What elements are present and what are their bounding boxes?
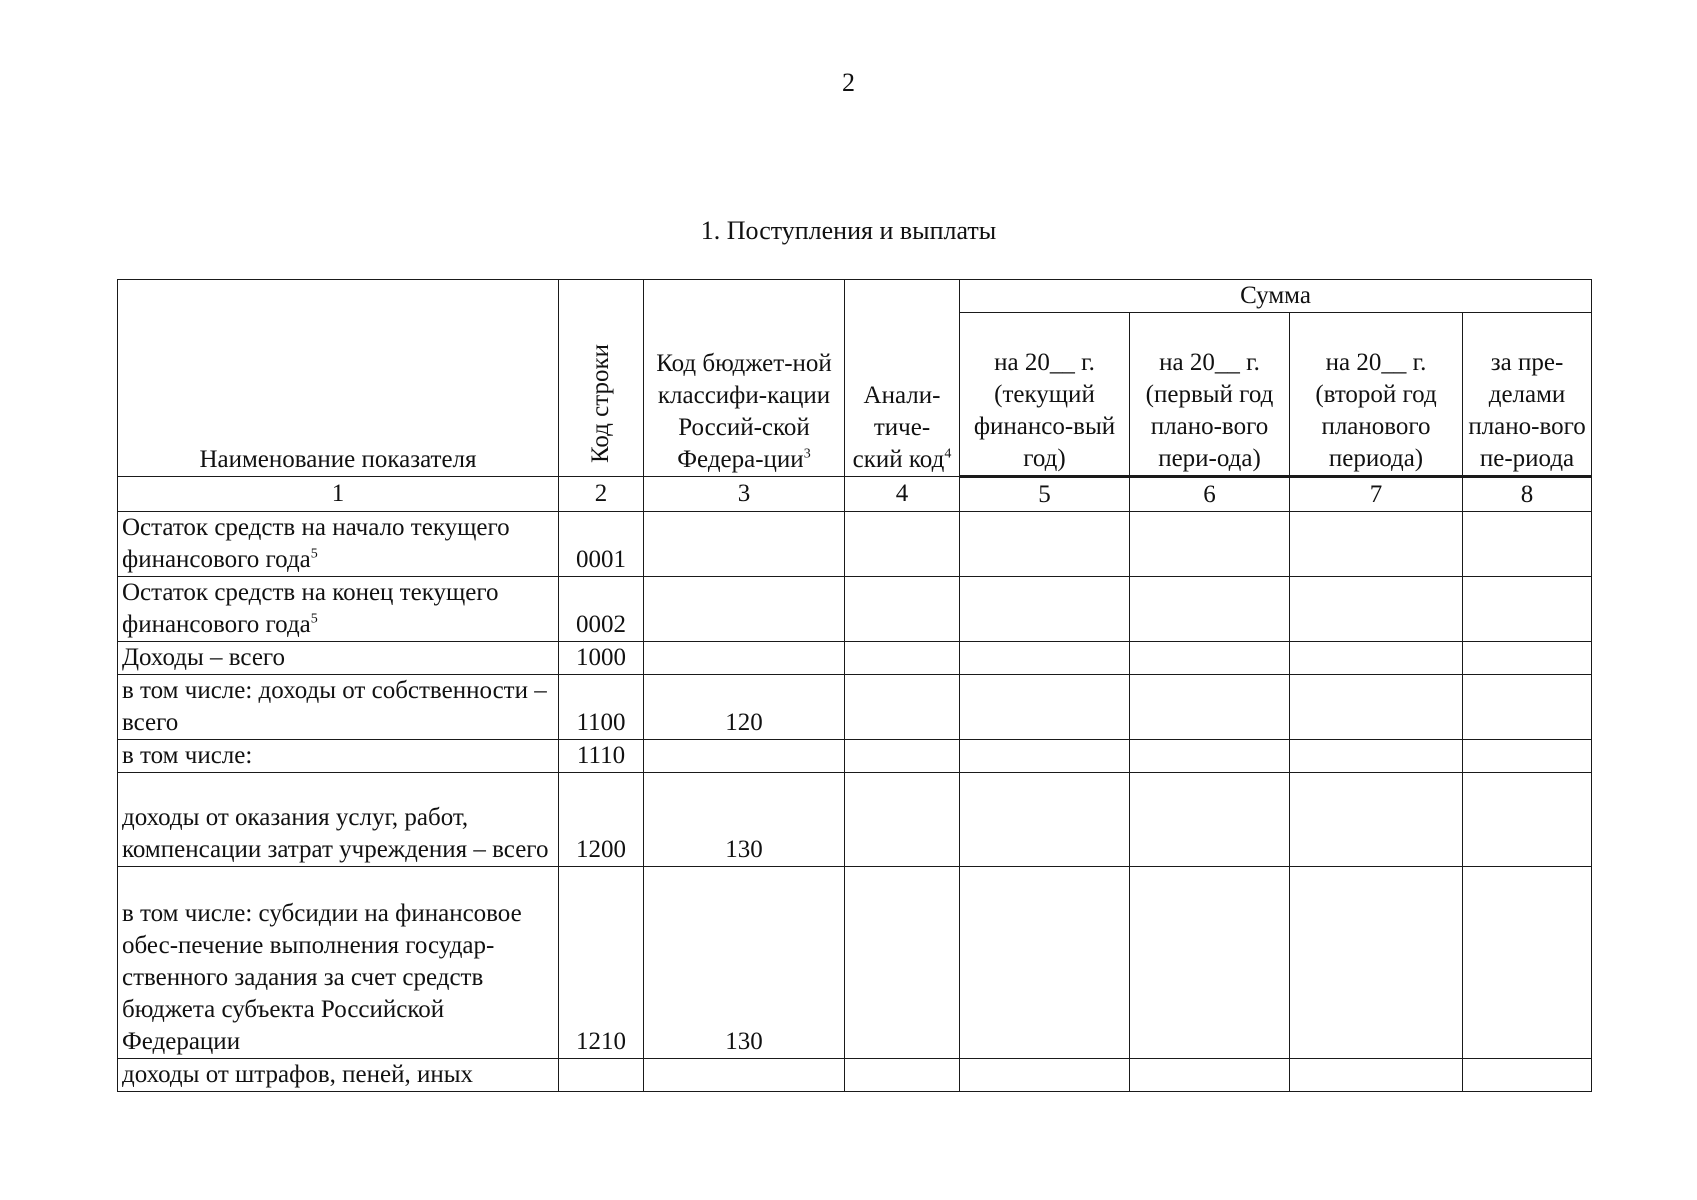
analytic-code-cell[interactable]: [845, 512, 960, 577]
sum-first-plan-year-cell[interactable]: [1130, 675, 1290, 740]
indicator-name-text: Остаток средств на конец текущего финансового года: [122, 579, 499, 638]
sum-second-plan-year-cell[interactable]: [1290, 512, 1463, 577]
sum-beyond-plan-cell[interactable]: [1463, 512, 1592, 577]
indicator-name: [118, 740, 559, 773]
row-code: 1200: [559, 773, 644, 867]
header-kbk-text: Код бюджет-ной классифи-кации Россий-ской Федера-ции: [656, 350, 832, 473]
sum-second-plan-year-cell[interactable]: [1290, 642, 1463, 675]
table-row: [118, 1059, 1592, 1092]
table-row: [118, 642, 1592, 675]
row-code: [559, 1059, 644, 1092]
column-number: 1: [118, 477, 559, 512]
sum-beyond-plan-cell[interactable]: [1463, 1059, 1592, 1092]
analytic-code-cell[interactable]: [845, 577, 960, 642]
sum-beyond-plan-cell[interactable]: [1463, 577, 1592, 642]
sum-first-plan-year-cell[interactable]: [1130, 577, 1290, 642]
sum-current-year-cell[interactable]: [960, 642, 1130, 675]
sum-current-year-cell[interactable]: [960, 773, 1130, 867]
header-sum: Сумма: [960, 280, 1592, 313]
sum-current-year-cell[interactable]: [960, 1059, 1130, 1092]
header-indicator-name: Наименование показателя: [118, 280, 559, 477]
sum-second-plan-year-cell[interactable]: [1290, 1059, 1463, 1092]
indicator-name: [118, 867, 559, 1059]
table-row: [118, 512, 1592, 577]
row-code: 0001: [559, 512, 644, 577]
sum-beyond-plan-cell[interactable]: [1463, 675, 1592, 740]
budget-classification-code: [644, 1059, 845, 1092]
analytic-code-cell[interactable]: [845, 675, 960, 740]
budget-classification-code: [644, 512, 845, 577]
budget-classification-code: 120: [644, 675, 845, 740]
header-row-code: [559, 280, 644, 477]
indicator-name: [118, 512, 559, 577]
indicator-name: [118, 642, 559, 675]
column-number: 7: [1290, 477, 1463, 512]
sum-first-plan-year-cell[interactable]: [1130, 512, 1290, 577]
analytic-code-cell[interactable]: [845, 642, 960, 675]
header-beyond-plan-period: за пре-делами плано-вого пе-риода: [1463, 313, 1592, 477]
sum-second-plan-year-cell[interactable]: [1290, 675, 1463, 740]
header-row-code-text: Код строки: [587, 343, 614, 463]
column-number-row: [118, 477, 1592, 512]
table-row: [118, 577, 1592, 642]
footnote-mark: 5: [310, 546, 318, 562]
indicator-name: [118, 773, 559, 867]
budget-classification-code: [644, 642, 845, 675]
indicator-name-text: Доходы – всего: [122, 644, 286, 671]
analytic-code-cell[interactable]: [845, 1059, 960, 1092]
budget-classification-code: 130: [644, 773, 845, 867]
sum-current-year-cell[interactable]: [960, 740, 1130, 773]
row-code: 1000: [559, 642, 644, 675]
row-code: 1210: [559, 867, 644, 1059]
sum-first-plan-year-cell[interactable]: [1130, 867, 1290, 1059]
header-first-plan-year: на 20__ г. (первый год плано-вого пери-ода): [1130, 313, 1290, 477]
page-number: 2: [842, 68, 855, 97]
row-code: 0002: [559, 577, 644, 642]
header-analytic-code: [845, 280, 960, 477]
sum-second-plan-year-cell[interactable]: [1290, 740, 1463, 773]
header-second-plan-year: на 20__ г. (второй год планового периода): [1290, 313, 1463, 477]
row-code: 1100: [559, 675, 644, 740]
row-code: 1110: [559, 740, 644, 773]
header-current-year: на 20__ г. (текущий финансо-вый год): [960, 313, 1130, 477]
sum-beyond-plan-cell[interactable]: [1463, 740, 1592, 773]
table-row: [118, 773, 1592, 867]
table-row: [118, 740, 1592, 773]
sum-current-year-cell[interactable]: [960, 867, 1130, 1059]
section-title: 1. Поступления и выплаты: [700, 216, 997, 245]
sum-current-year-cell[interactable]: [960, 675, 1130, 740]
indicator-name-text: Остаток средств на начало текущего финансового года: [122, 514, 510, 573]
header-analytic-footnote: 4: [944, 446, 952, 462]
header-kbk-footnote: 3: [803, 446, 811, 462]
column-number: 4: [845, 477, 960, 512]
analytic-code-cell[interactable]: [845, 740, 960, 773]
indicator-name-text: в том числе:: [122, 742, 253, 769]
table-row: [118, 867, 1592, 1059]
table-row: [118, 675, 1592, 740]
indicator-name-text: доходы от оказания услуг, работ, компенсации затрат учреждения – всего: [122, 804, 549, 863]
sum-beyond-plan-cell[interactable]: [1463, 773, 1592, 867]
budget-classification-code: [644, 577, 845, 642]
indicator-name: [118, 675, 559, 740]
analytic-code-cell[interactable]: [845, 867, 960, 1059]
sum-current-year-cell[interactable]: [960, 577, 1130, 642]
sum-first-plan-year-cell[interactable]: [1130, 740, 1290, 773]
budget-classification-code: 130: [644, 867, 845, 1059]
sum-beyond-plan-cell[interactable]: [1463, 642, 1592, 675]
indicator-name-text: в том числе: доходы от собственности – всего: [122, 677, 547, 736]
footnote-mark: 5: [310, 611, 318, 627]
header-budget-classification-code: [644, 280, 845, 477]
column-number: 6: [1130, 477, 1290, 512]
analytic-code-cell[interactable]: [845, 773, 960, 867]
column-number: 8: [1463, 477, 1592, 512]
indicator-name-text: доходы от штрафов, пеней, иных: [122, 1061, 474, 1088]
sum-first-plan-year-cell[interactable]: [1130, 773, 1290, 867]
sum-first-plan-year-cell[interactable]: [1130, 1059, 1290, 1092]
indicator-name-text: в том числе: субсидии на финансовое обес-печение выполнения государ-ственного задания за счет средств бюджета субъекта Российской Федерации: [122, 900, 522, 1055]
sum-second-plan-year-cell[interactable]: [1290, 773, 1463, 867]
sum-second-plan-year-cell[interactable]: [1290, 867, 1463, 1059]
indicator-name: [118, 577, 559, 642]
header-analytic-text: Анали-тиче-ский код: [852, 382, 945, 473]
budget-classification-code: [644, 740, 845, 773]
sum-first-plan-year-cell[interactable]: [1130, 642, 1290, 675]
column-number: 2: [559, 477, 644, 512]
column-number: 5: [960, 477, 1130, 512]
sum-current-year-cell[interactable]: [960, 512, 1130, 577]
indicator-name: [118, 1059, 559, 1092]
sum-beyond-plan-cell[interactable]: [1463, 867, 1592, 1059]
column-number: 3: [644, 477, 845, 512]
receipts-payments-table: [117, 279, 1592, 1092]
sum-second-plan-year-cell[interactable]: [1290, 577, 1463, 642]
